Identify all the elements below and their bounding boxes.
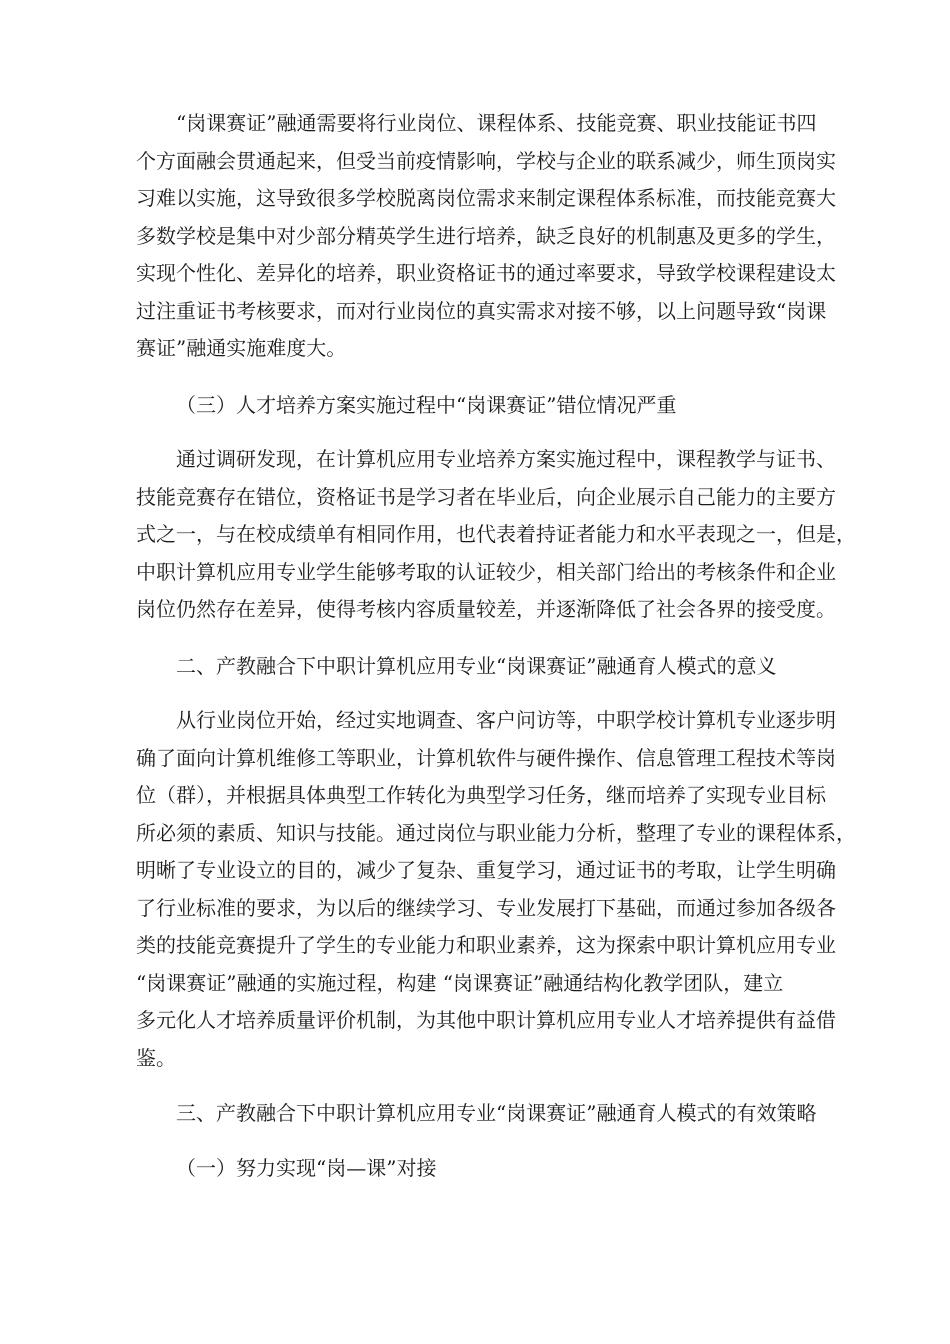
text-line: 多数学校是集中对少部分精英学生进行培养，缺乏良好的机制惠及更多的学生， [136,223,836,248]
text-line: 鉴。 [136,1045,176,1070]
text-line: 类的技能竞赛提升了学生的专业能力和职业素养，这为探索中职计算机应用专业 [136,933,836,957]
text-line: 实现个性化、差异化的培养，职业资格证书的通过率要求，导致学校课程建设太 [136,261,836,285]
paragraph-significance [136,702,856,1077]
text-line: 技能竞赛存在错位，资格证书是学习者在毕业后，向企业展示自己能力的主要方 [136,484,836,509]
subsection-heading-post-course [136,1150,826,1188]
text-line: “岗课赛证”融通的实施过程，构建 “岗课赛证”融通结构化教学团队，建立 [136,970,784,995]
text-line: 通过调研发现，在计算机应用专业培养方案实施过程中，课程教学与证书、 [176,447,836,471]
heading-text: （三）人才培养方案实施过程中“岗课赛证”错位情况严重 [176,393,677,417]
heading-text: 二、产教融合下中职计算机应用专业“岗课赛证”融通育人模式的意义 [176,654,777,678]
text-line: 确了面向计算机维修工等职业，计算机软件与硬件操作、信息管理工程技术等岗 [136,745,836,770]
paragraph-barriers [136,105,836,368]
heading-text: 三、产教融合下中职计算机应用专业“岗课赛证”融通育人模式的有效策略 [176,1101,817,1125]
text-line: 明晰了专业设立的目的，减少了复杂、重复学习，通过证书的考取，让学生明确 [136,858,836,882]
text-line: 所必须的素质、知识与技能。通过岗位与职业能力分析，整理了专业的课程体系， [136,820,856,845]
heading-text: （一）努力实现“岗—课”对接 [176,1156,437,1180]
text-line: “岗课赛证”融通需要将行业岗位、课程体系、技能竞赛、职业技能证书四 [176,111,817,135]
text-line: 岗位仍然存在差异，使得考核内容质量较差，并逐渐降低了社会各界的接受度。 [136,597,836,621]
text-line: 赛证”融通实施难度大。 [136,336,347,360]
section-heading-strategies [136,1095,826,1133]
text-line: 式之一，与在校成绩单有相同作用，也代表着持证者能力和水平表现之一，但是， [136,522,856,546]
text-line: 多元化人才培养质量评价机制，为其他中职计算机应用专业人才培养提供有益借 [136,1008,836,1032]
text-line: 中职计算机应用专业学生能够考取的认证较少，相关部门给出的考核条件和企业 [136,559,836,584]
text-line: 过注重证书考核要求，而对行业岗位的真实需求对接不够，以上问题导致“岗课 [136,298,827,323]
section-heading-significance [136,648,826,686]
section-heading-misalignment [136,387,826,425]
text-line: 了行业标准的要求，为以后的继续学习、专业发展打下基础，而通过参加各级各 [136,895,836,920]
paragraph-survey-findings [136,441,856,629]
text-line: 从行业岗位开始，经过实地调查、客户问访等，中职学校计算机专业逐步明 [176,708,836,732]
text-line: 习难以实施，这导致很多学校脱离岗位需求来制定课程体系标准，而技能竞赛大 [136,186,836,210]
text-line: 位（群），并根据具体典型工作转化为典型学习任务，继而培养了实现专业目标 [136,783,826,807]
text-line: 个方面融会贯通起来，但受当前疫情影响，学校与企业的联系减少，师生顶岗实 [136,148,836,173]
